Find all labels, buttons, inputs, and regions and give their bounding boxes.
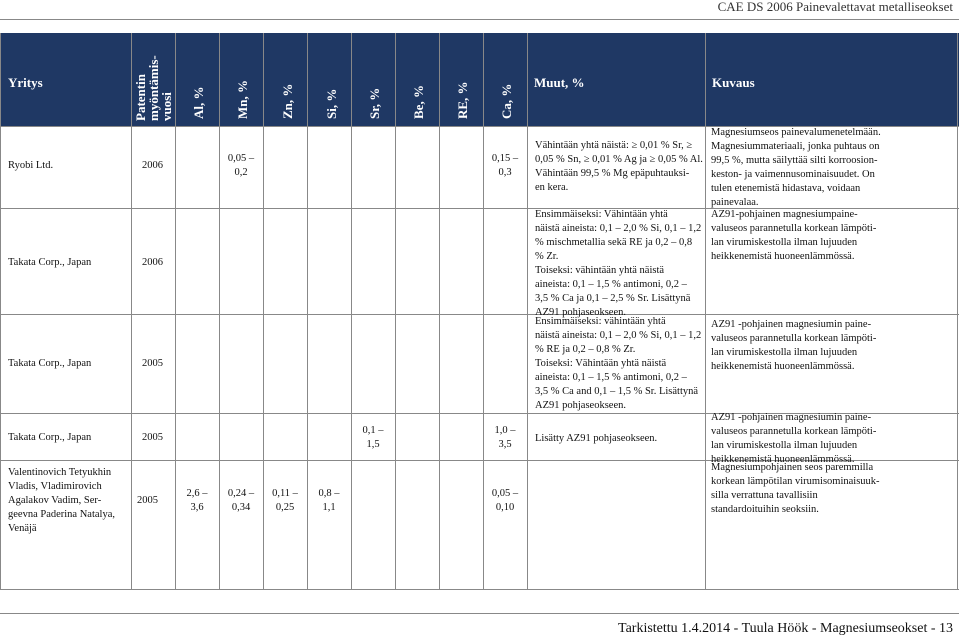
cell-company: Takata Corp., Japan xyxy=(8,432,92,443)
cell-year: 2005 xyxy=(137,495,158,506)
col-mn: Mn, % xyxy=(235,80,250,119)
table-header-row xyxy=(0,33,959,126)
cell-sr: 0,1 – 1,5 xyxy=(362,425,384,450)
cell-al: 2,6 – 3,6 xyxy=(186,488,208,513)
col-zn: Zn, % xyxy=(280,83,295,119)
col-sr: Sr, % xyxy=(367,87,382,119)
grid-line xyxy=(483,33,484,590)
cell-year: 2006 xyxy=(142,160,163,171)
cell-company: Takata Corp., Japan xyxy=(8,358,92,369)
grid-line xyxy=(957,33,958,590)
cell-company: Takata Corp., Japan xyxy=(8,257,92,268)
cell-description: AZ91 -pohjainen magnesiumin paine- valuseos parannetulla korkean lämpöti- lan virumiskestolla ilman lujuuden heikkenemistä huoneenlämmössä. xyxy=(711,319,877,372)
grid-line xyxy=(307,33,308,590)
cell-description: Magnesiumpohjainen seos paremmilla korkean lämpötilan virumisominaisuuk- silla verrattuna tavallisiin standardoituihin seoksiin. xyxy=(711,462,880,515)
cell-mn: 0,24 – 0,34 xyxy=(227,488,255,513)
col-company: Yritys xyxy=(8,75,43,90)
cell-company: Ryobi Ltd. xyxy=(8,160,54,171)
col-patent-year: Patentin myöntämis-vuosi xyxy=(133,55,174,121)
cell-company: Valentinovich Tetyukhin Vladis, Vladimirovich Agalakov Vadim, Ser- geevna Paderina Natalya, Venäjä xyxy=(8,467,115,534)
cell-description: Magnesiumseos painevalumenetelmään. Magnesiummateriaali, jonka puhtaus on 99,5 %, mutta säilyttää silti korroosion- keston- ja vaimennusominaisuudet. On tulen etenemistä hidastava, voidaan painevalaa. xyxy=(711,127,881,208)
document-header: CAE DS 2006 Painevalettavat metalliseokset xyxy=(717,0,953,14)
grid-line xyxy=(395,33,396,590)
col-al: Al, % xyxy=(191,86,206,119)
col-description: Kuvaus xyxy=(712,75,755,90)
cell-si: 0,8 – 1,1 xyxy=(318,488,340,513)
col-re: RE, % xyxy=(455,81,470,119)
grid-line xyxy=(131,33,132,590)
cell-year: 2005 xyxy=(142,358,163,369)
cell-ca: 1,0 – 3,5 xyxy=(494,425,516,450)
grid-line xyxy=(219,33,220,590)
row-divider xyxy=(0,589,959,590)
col-si: Si, % xyxy=(324,88,339,119)
page-footer: Tarkistettu 1.4.2014 - Tuula Höök - Magnesiumseokset - 13 xyxy=(618,621,953,636)
cell-mn: 0,05 – 0,2 xyxy=(227,153,255,178)
cell-other: Ensimmäiseksi: vähintään yhtä näistä aineista: 0,1 – 2,0 % Si, 0,1 – 1,2 % RE ja 0,2 – 0,8 % Zr. Toiseksi: Vähintään yhtä näistä aineista: 0,1 – 1,5 % antimoni, 0,2 – 3,5 % Ca and 0,1 – 1,5 % Sr. Lisättynä AZ91 pohjaseokseen. xyxy=(535,316,702,411)
footer-rule xyxy=(0,613,959,614)
cell-year: 2005 xyxy=(142,432,163,443)
col-other: Muut, % xyxy=(534,75,585,90)
cell-description: AZ91 -pohjainen magnesiumin paine- valuseos parannetulla korkean lämpöti- lan virumiskestolla ilman lujuuden heikkenemistä huoneenlämmössä. xyxy=(711,412,877,465)
grid-line xyxy=(263,33,264,590)
grid-line xyxy=(439,33,440,590)
cell-other: Vähintään yhtä näistä: ≥ 0,01 % Sr, ≥ 0,05 % Sn, ≥ 0,01 % Ag ja ≥ 0,05 % Al. Vähintään 99,5 % Mg epäpuhtauksi- en kera. xyxy=(535,140,703,193)
grid-line xyxy=(351,33,352,590)
cell-other: Ensimmäiseksi: Vähintään yhtä näistä aineista: 0,1 – 2,0 % Si, 0,1 – 1,2 % mischmetallia sekä RE ja 0,2 – 0,8 % Zr. Toiseksi: vähintään yhtä näistä aineista: 0,1 – 1,5 % antimoni, 0,2 – 3,5 % Ca ja 0,1 – 2,5 % Sr. Lisättynä AZ91 pohjaseokseen. xyxy=(535,209,702,318)
grid-line xyxy=(527,33,528,590)
col-ca: Ca, % xyxy=(499,83,514,119)
cell-ca: 0,15 – 0,3 xyxy=(491,153,519,178)
cell-zn: 0,11 – 0,25 xyxy=(272,488,298,513)
grid-line xyxy=(0,33,1,590)
row-divider xyxy=(0,314,959,315)
cell-description: AZ91-pohjainen magnesiumpaine- valuseos parannetulla korkean lämpöti- lan virumiskestolla ilman lujuuden heikkenemistä huoneenlämmössä. xyxy=(711,209,877,262)
col-be: Be, % xyxy=(411,85,426,119)
cell-ca: 0,05 – 0,10 xyxy=(491,488,519,513)
grid-line xyxy=(175,33,176,590)
cell-year: 2006 xyxy=(142,257,163,268)
header-rule xyxy=(0,19,959,20)
cell-other: Lisätty AZ91 pohjaseokseen. xyxy=(535,433,658,444)
grid-line xyxy=(705,33,706,590)
